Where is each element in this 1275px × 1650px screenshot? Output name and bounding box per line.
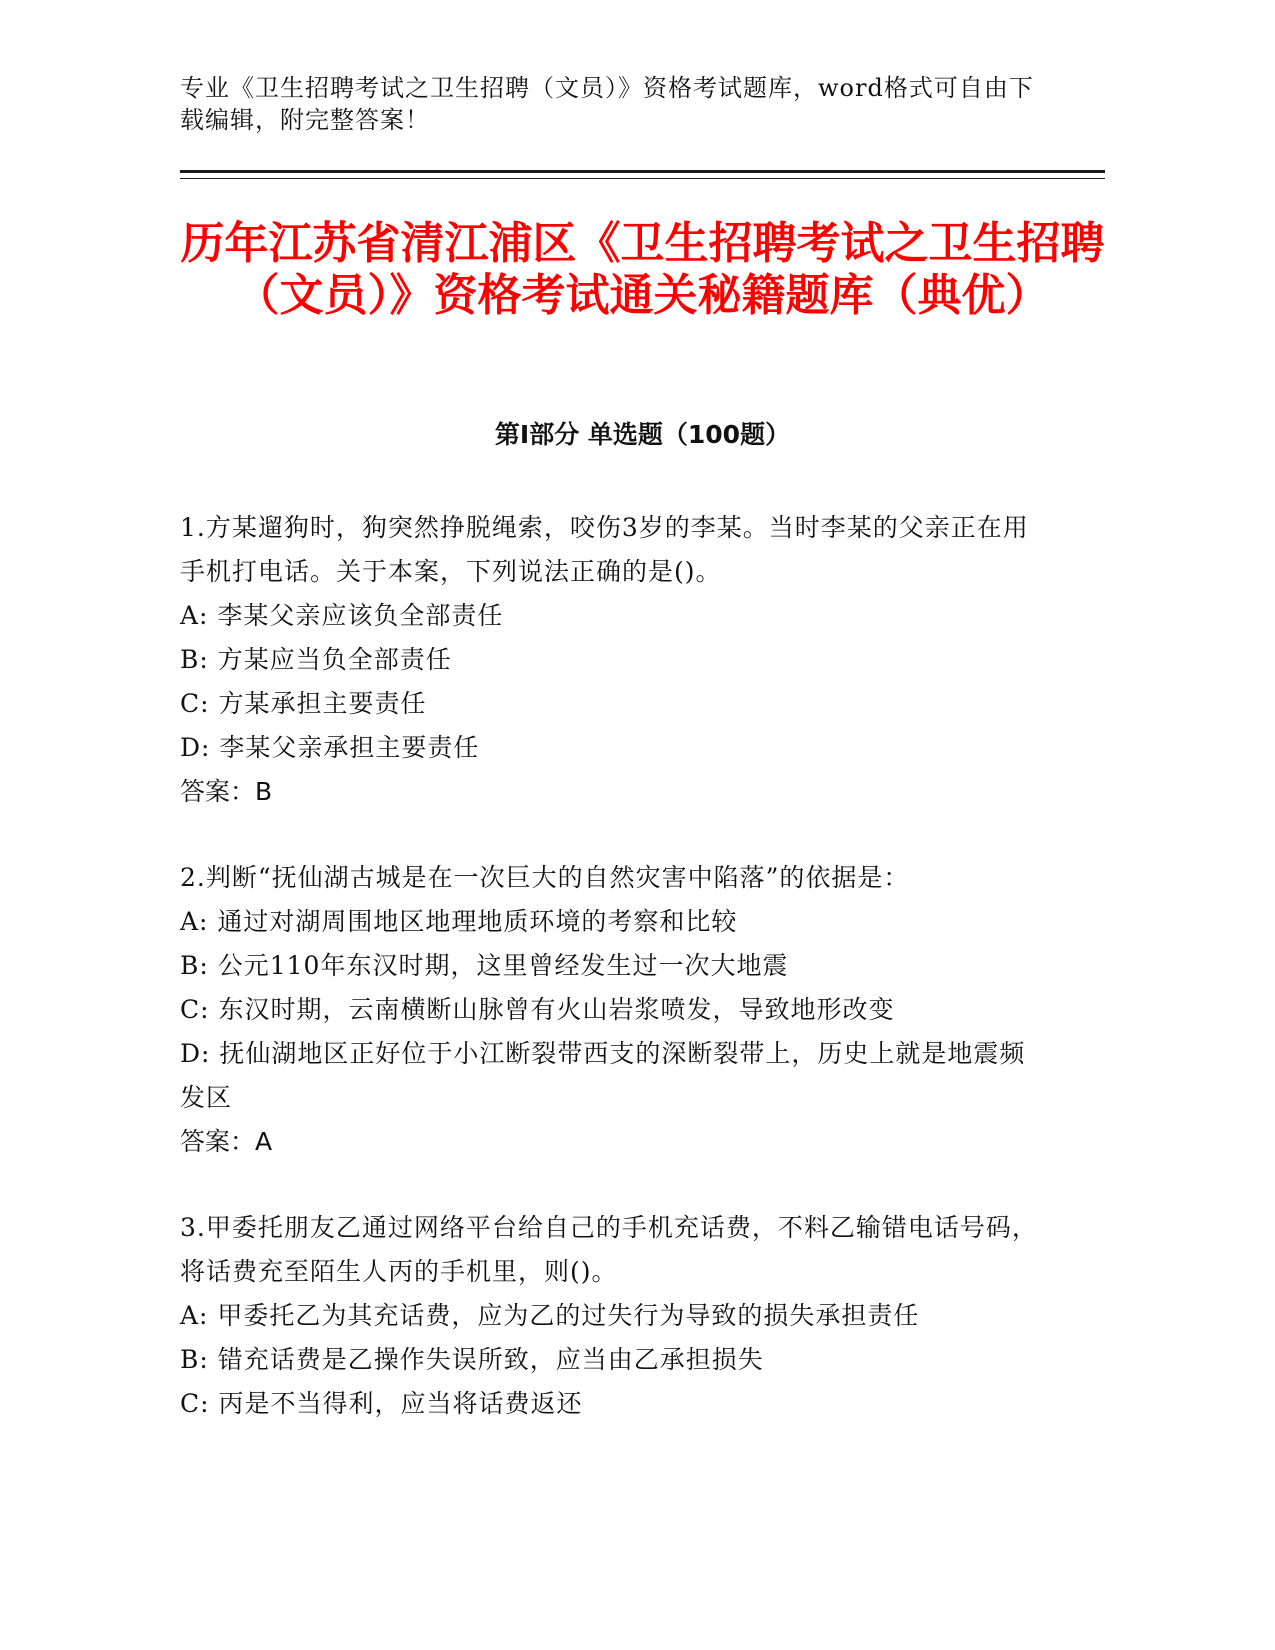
question-1 <box>180 506 1040 814</box>
option-c: C: 东汉时期，云南横断山脉曾有火山岩浆喷发，导致地形改变 <box>180 995 895 1024</box>
question-text: 2.判断“抚仙湖古城是在一次巨大的自然灾害中陷落”的依据是： <box>180 863 910 892</box>
option-a: A: 甲委托乙为其充话费，应为乙的过失行为导致的损失承担责任 <box>180 1301 920 1330</box>
option-b: B: 公元110年东汉时期，这里曾经发生过一次大地震 <box>180 951 789 980</box>
question-text: 3.甲委托朋友乙通过网络平台给自己的手机充话费，不料乙输错电话号码，将话费充至陌生人丙的手机里，则()。 <box>180 1213 1038 1286</box>
question-3 <box>180 1206 1040 1426</box>
option-d: D: 抚仙湖地区正好位于小江断裂带西支的深断裂带上，历史上就是地震频发区 <box>180 1039 1026 1112</box>
answer-line: 答案：B <box>180 777 273 806</box>
document-title: 历年江苏省清江浦区《卫生招聘考试之卫生招聘（文员）》资格考试通关秘籍题库（典优） <box>180 218 1105 321</box>
header-rule-thin <box>180 178 1105 179</box>
question-list <box>180 506 1040 1468</box>
question-2 <box>180 856 1040 1164</box>
document-page <box>180 0 1105 1650</box>
option-c: C: 方某承担主要责任 <box>180 689 427 718</box>
option-b: B: 错充话费是乙操作失误所致，应当由乙承担损失 <box>180 1345 764 1374</box>
option-c: C: 丙是不当得利，应当将话费返还 <box>180 1389 583 1418</box>
document-intro: 专业《卫生招聘考试之卫生招聘（文员）》资格考试题库，word格式可自由下载编辑，附完整答案！ <box>180 74 1034 134</box>
option-b: B: 方某应当负全部责任 <box>180 645 452 674</box>
option-a: A: 通过对湖周围地区地理地质环境的考察和比较 <box>180 907 738 936</box>
answer-line: 答案：A <box>180 1127 273 1156</box>
question-text: 1.方某遛狗时，狗突然挣脱绳索，咬伤3岁的李某。当时李某的父亲正在用手机打电话。关于本案，下列说法正确的是()。 <box>180 513 1029 586</box>
header-rule-thick <box>180 170 1105 173</box>
option-a: A: 李某父亲应该负全部责任 <box>180 601 504 630</box>
option-d: D: 李某父亲承担主要责任 <box>180 733 480 762</box>
section-heading: 第I部分 单选题（100题） <box>494 420 791 449</box>
